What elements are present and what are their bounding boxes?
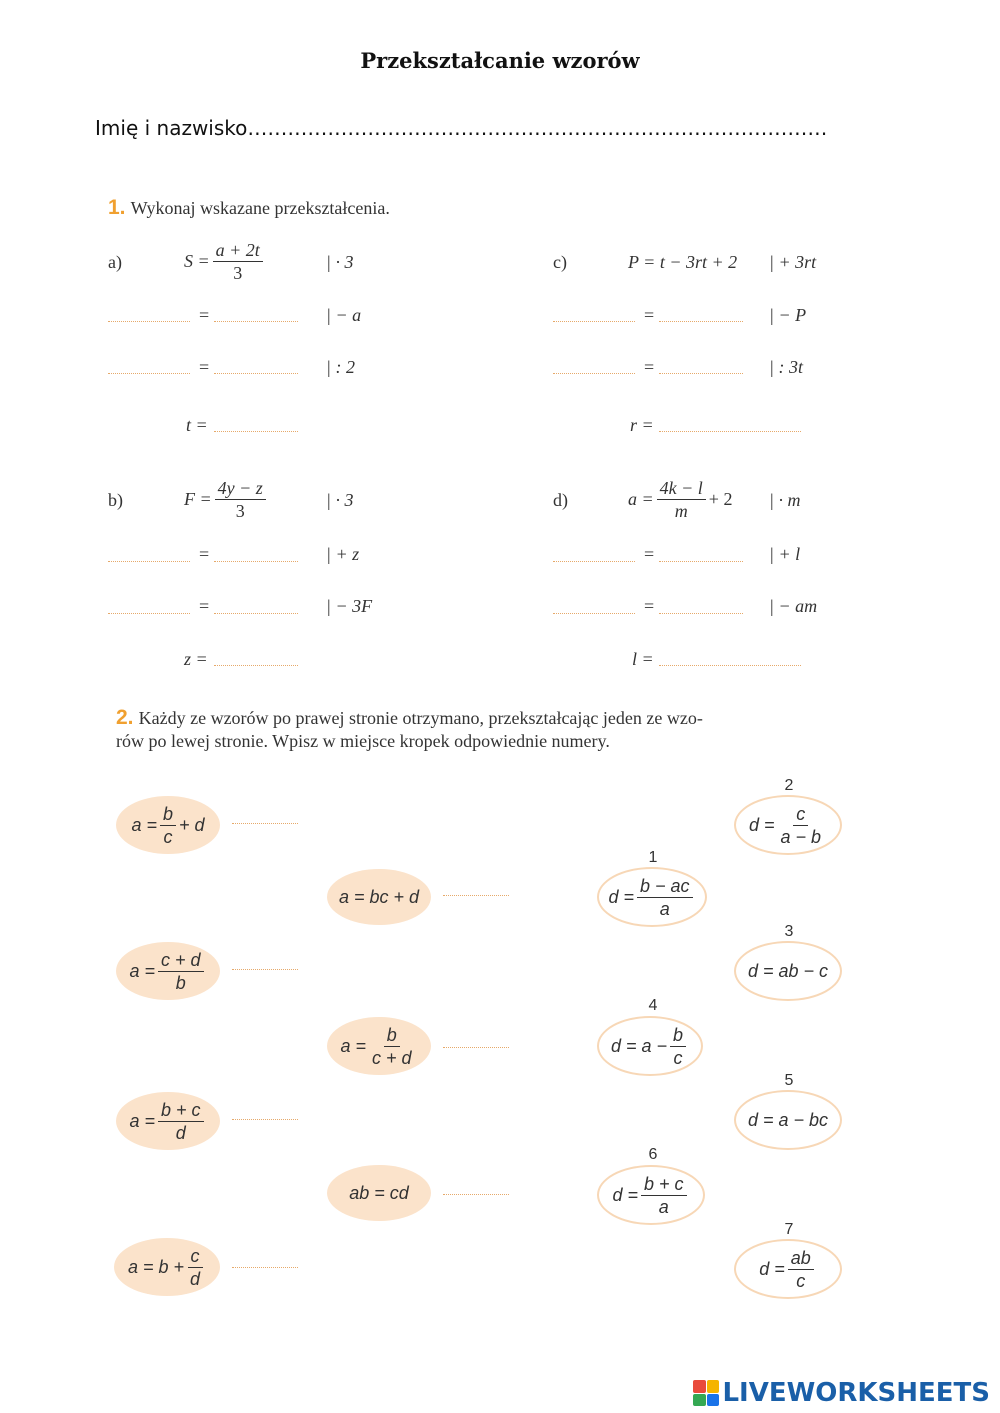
right-formula-4-number: 4 <box>648 997 658 1014</box>
left-formula-2 <box>327 869 431 925</box>
task1-d-row2-right-blank[interactable] <box>659 612 743 614</box>
left-formula-5-answer-blank[interactable] <box>232 1118 298 1120</box>
task1-c-result-blank[interactable] <box>659 430 801 432</box>
right-formula-7-number: 7 <box>784 1221 794 1238</box>
task1-c-row2-left-blank[interactable] <box>553 372 635 374</box>
right-formula-6-lhs: d = <box>612 1184 638 1205</box>
left-formula-6 <box>327 1165 431 1221</box>
task1-b-label: b) <box>108 490 123 510</box>
left-formula-5-den: d <box>175 1122 186 1143</box>
task1-c-row1-eq: = <box>644 305 655 325</box>
task1-c-label: c) <box>553 252 567 272</box>
task1-c-op1: | + 3rt <box>769 252 817 272</box>
task2-header <box>116 706 846 752</box>
right-formula-3-text: d = ab − c <box>747 960 829 981</box>
right-formula-1-den: a <box>659 898 670 919</box>
task1-d-den: m <box>674 501 688 521</box>
task1-d-row2-eq: = <box>644 596 655 616</box>
task1-b-row1-left-blank[interactable] <box>108 560 190 562</box>
right-formula-3-number: 3 <box>784 923 794 940</box>
task1-a-op3: | : 2 <box>326 357 355 377</box>
name-dots: …………………………………………………………………………… <box>247 116 828 140</box>
left-formula-5 <box>116 1092 220 1150</box>
left-formula-3-answer-blank[interactable] <box>232 968 298 970</box>
task1-a-result-blank[interactable] <box>214 430 298 432</box>
left-formula-3-num: c + d <box>158 950 204 972</box>
task1-d-op3: | − am <box>769 596 818 616</box>
left-formula-4-den: c + d <box>372 1047 412 1068</box>
right-formula-5-text: d = a − bc <box>747 1109 829 1130</box>
left-formula-5-num: b + c <box>158 1100 204 1122</box>
liveworksheets-logo <box>693 1378 990 1408</box>
task1-number: 1. <box>108 196 126 219</box>
task1-d-num: 4k − l <box>657 478 706 500</box>
right-formula-2 <box>734 795 842 855</box>
left-formula-2-answer-blank[interactable] <box>443 894 509 896</box>
task1-b-row1-right-blank[interactable] <box>214 560 298 562</box>
task1-b-op1: | · 3 <box>326 490 354 510</box>
right-formula-2-lhs: d = <box>748 814 775 835</box>
liveworksheets-logo-icon <box>693 1380 719 1406</box>
left-formula-1-answer-blank[interactable] <box>232 822 298 824</box>
task1-d-lhs: a = <box>628 489 654 509</box>
left-formula-7-den: d <box>190 1268 201 1289</box>
task1-b-num: 4y − z <box>215 478 266 500</box>
task1-c-result-var: r = <box>630 415 654 435</box>
left-formula-7-lhs: a = b + <box>127 1256 185 1277</box>
right-formula-6-den: a <box>658 1196 669 1217</box>
task1-a-op1: | · 3 <box>326 252 354 272</box>
right-formula-2-den: a − b <box>780 826 822 847</box>
task1-a-den: 3 <box>233 263 243 283</box>
left-formula-4-num: b <box>384 1025 400 1047</box>
left-formula-6-answer-blank[interactable] <box>443 1193 509 1195</box>
liveworksheets-brand: LIVEWORKSHEETS <box>722 1378 990 1408</box>
left-formula-7 <box>114 1238 220 1296</box>
task1-b-formula <box>184 478 269 521</box>
task1-a-lhs: S = <box>184 251 210 271</box>
right-formula-3 <box>734 941 842 1001</box>
task1-d-rhs: + 2 <box>708 489 733 509</box>
task2-instruction-line2: rów po lewej stronie. Wpisz w miejsce kropek odpowiednie numery. <box>116 731 610 751</box>
task1-b-fraction <box>215 478 266 521</box>
task1-a-num: a + 2t <box>213 240 263 262</box>
task1-d-result-var: l = <box>632 649 654 669</box>
task1-d-op2: | + l <box>769 544 801 564</box>
task1-instruction: Wykonaj wskazane przekształcenia. <box>130 198 390 218</box>
task1-c-row2-eq: = <box>644 357 655 377</box>
right-formula-7 <box>734 1239 842 1299</box>
left-formula-6-text: ab = cd <box>349 1182 409 1203</box>
task1-b-row2-left-blank[interactable] <box>108 612 190 614</box>
task1-d-fraction <box>657 478 706 521</box>
left-formula-1-num: b <box>160 804 176 826</box>
task1-b-row2-eq: = <box>199 596 210 616</box>
task1-b-lhs: F = <box>184 489 212 509</box>
right-formula-7-lhs: d = <box>759 1258 785 1279</box>
right-formula-4 <box>597 1016 703 1076</box>
left-formula-7-num: c <box>188 1246 203 1268</box>
left-formula-4-lhs: a = <box>340 1035 366 1056</box>
task1-d-label: d) <box>553 490 568 510</box>
left-formula-4 <box>327 1017 431 1075</box>
right-formula-6 <box>597 1165 705 1225</box>
right-formula-2-num: c <box>793 804 808 826</box>
task1-a-op2: | − a <box>326 305 362 325</box>
right-formula-1 <box>597 867 707 927</box>
task1-c-row1-left-blank[interactable] <box>553 320 635 322</box>
task1-a-row1-right-blank[interactable] <box>214 320 298 322</box>
task1-d-result-blank[interactable] <box>659 664 801 666</box>
task2-instruction-line1: Każdy ze wzorów po prawej stronie otrzymano, przekształcając jeden ze wzo- <box>138 708 703 728</box>
left-formula-1 <box>116 796 220 854</box>
right-formula-6-number: 6 <box>648 1146 658 1163</box>
right-formula-5-number: 5 <box>784 1072 794 1089</box>
task1-d-formula <box>628 478 732 521</box>
task1-c-op2: | − P <box>769 305 807 325</box>
task1-b-op2: | + z <box>326 544 360 564</box>
left-formula-3-den: b <box>175 972 186 993</box>
task1-c-row2-right-blank[interactable] <box>659 372 743 374</box>
task1-c-formula: P = t − 3rt + 2 <box>628 252 738 272</box>
task1-b-result-var: z = <box>184 649 208 669</box>
task1-a-formula <box>184 240 266 283</box>
left-formula-4-answer-blank[interactable] <box>443 1046 509 1048</box>
left-formula-5-lhs: a = <box>129 1110 155 1131</box>
left-formula-1-den: c <box>163 826 173 847</box>
task1-a-row2-left-blank[interactable] <box>108 372 190 374</box>
task1-a-result-var: t = <box>186 415 208 435</box>
right-formula-7-den: c <box>796 1270 806 1291</box>
right-formula-7-num: ab <box>788 1248 814 1270</box>
task1-d-op1: | · m <box>769 490 801 510</box>
left-formula-1-lhs: a = <box>131 814 157 835</box>
left-formula-7-answer-blank[interactable] <box>232 1266 298 1268</box>
task1-a-label: a) <box>108 252 122 272</box>
right-formula-1-number: 1 <box>648 849 658 866</box>
task1-d-row1-eq: = <box>644 544 655 564</box>
task1-b-den: 3 <box>235 501 245 521</box>
task1-b-row2-right-blank[interactable] <box>214 612 298 614</box>
left-formula-2-text: a = bc + d <box>338 886 420 907</box>
task1-b-op3: | − 3F <box>326 596 373 616</box>
task1-c-row1-right-blank[interactable] <box>659 320 743 322</box>
right-formula-1-num: b − ac <box>637 876 693 898</box>
name-label: Imię i nazwisko <box>95 116 248 140</box>
right-formula-6-num: b + c <box>641 1174 687 1196</box>
task1-d-row2-left-blank[interactable] <box>553 612 635 614</box>
left-formula-3-lhs: a = <box>129 960 155 981</box>
right-formula-2-number: 2 <box>784 777 794 794</box>
right-formula-4-num: b <box>670 1025 686 1047</box>
task1-a-row2-eq: = <box>199 357 210 377</box>
task1-c-op3: | : 3t <box>769 357 803 377</box>
left-formula-3 <box>116 942 220 1000</box>
right-formula-1-lhs: d = <box>608 886 634 907</box>
task1-a-row1-eq: = <box>199 305 210 325</box>
name-field[interactable] <box>95 116 827 140</box>
task1-a-row1-left-blank[interactable] <box>108 320 190 322</box>
task1-a-fraction <box>213 240 263 283</box>
right-formula-4-den: c <box>673 1047 683 1068</box>
task1-b-result-blank[interactable] <box>214 664 298 666</box>
page-title: Przekształcanie wzorów <box>360 48 640 73</box>
task1-d-row1-right-blank[interactable] <box>659 560 743 562</box>
right-formula-5 <box>734 1090 842 1150</box>
task1-b-row1-eq: = <box>199 544 210 564</box>
task1-header <box>108 196 390 220</box>
left-formula-1-rhs: + d <box>179 814 205 835</box>
task2-number: 2. <box>116 706 134 729</box>
task1-d-row1-left-blank[interactable] <box>553 560 635 562</box>
right-formula-4-lhs: d = a − <box>610 1035 668 1056</box>
task1-a-row2-right-blank[interactable] <box>214 372 298 374</box>
